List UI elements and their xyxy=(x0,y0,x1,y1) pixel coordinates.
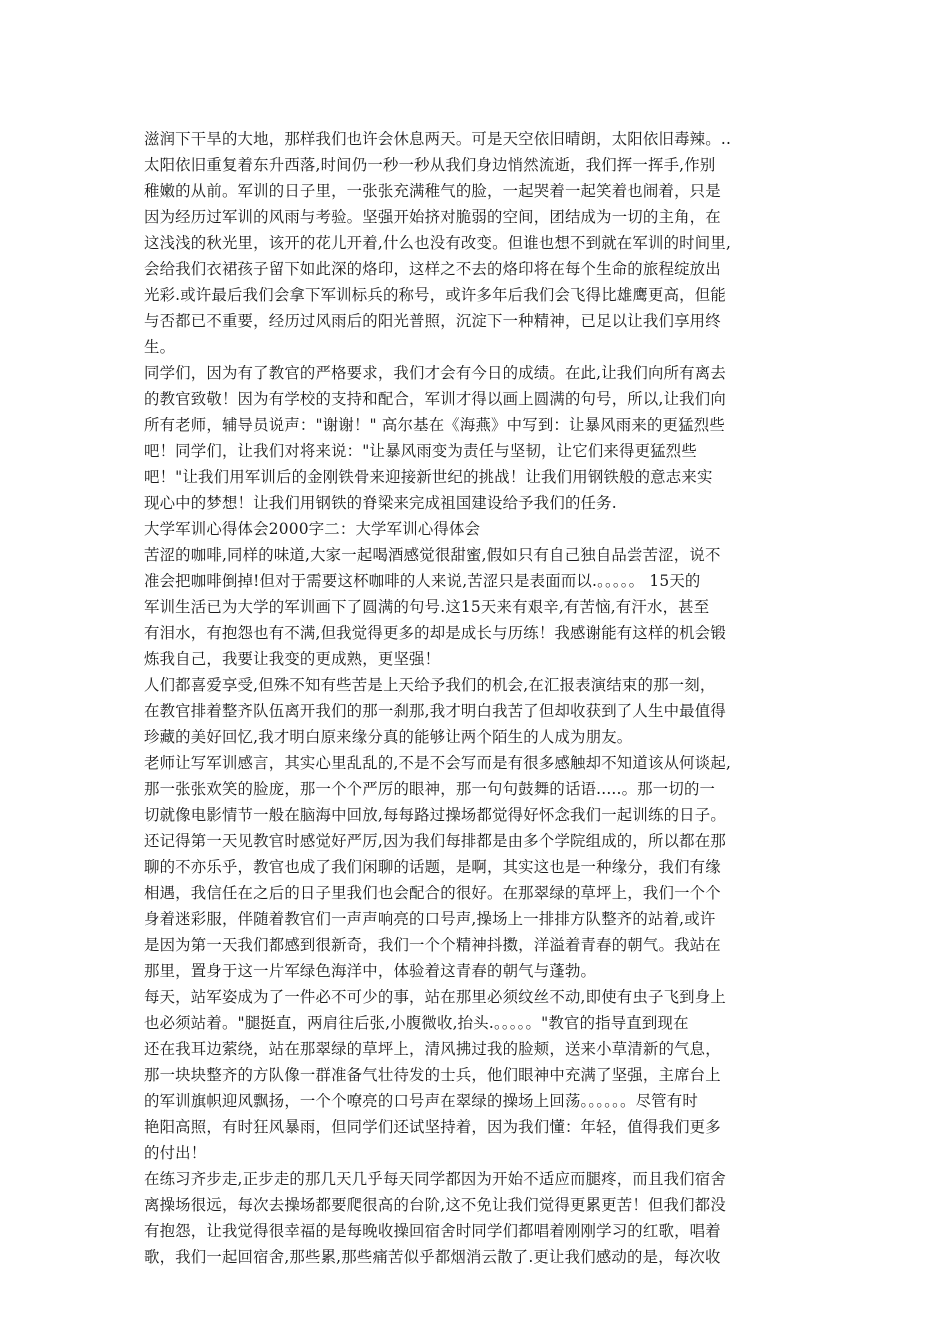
text-line: 同学们，因为有了教官的严格要求，我们才会有今日的成绩。在此,让我们向所有离去 xyxy=(144,364,726,382)
text-line: 在练习齐步走,正步走的那几天几乎每天同学都因为开始不适应而腿疼，而且我们宿舍 xyxy=(144,1170,726,1188)
text-line: 滋润下干旱的大地，那样我们也许会休息两天。可是天空依旧晴朗，太阳依旧毒辣。.. xyxy=(144,130,732,148)
text-line: 是因为第一天我们都感到很新奇，我们一个个精神抖擞，洋溢着青春的朝气。我站在 xyxy=(144,936,721,954)
text-line: 还在我耳边萦绕，站在那翠绿的草坪上，清风拂过我的脸颊，送来小草清新的气息， xyxy=(144,1040,721,1058)
text-line: 的教官致敬！因为有学校的支持和配合，军训才得以画上圆满的句号，所以,让我们向 xyxy=(144,390,726,408)
text-line: 切就像电影情节一般在脑海中回放,每每路过操场都觉得好怀念我们一起训练的日子。 xyxy=(144,806,726,824)
text-line: 与否都已不重要，经历过风雨后的阳光普照，沉淀下一种精神，已足以让我们享用终 xyxy=(144,312,721,330)
text-line: 那一张张欢笑的脸庞，那一个个严厉的眼神，那一句句鼓舞的话语.....。那一切的一 xyxy=(144,780,716,798)
text-line: 大学军训心得体会2000字二：大学军训心得体会 xyxy=(144,520,481,538)
text-line: 稚嫩的从前。军训的日子里，一张张充满稚气的脸，一起哭着一起笑着也闹着，只是 xyxy=(144,182,721,200)
text-line: 有抱怨，让我觉得很幸福的是每晚收操回宿舍时同学们都唱着刚刚学习的红歌，唱着 xyxy=(144,1222,721,1240)
text-line: 生。 xyxy=(144,338,176,356)
text-line: 军训生活已为大学的军训画下了圆满的句号.这15天来有艰辛,有苦恼,有汗水，甚至 xyxy=(144,598,710,616)
text-line: 身着迷彩服，伴随着教官们一声声响亮的口号声,操场上一排排方队整齐的站着,或许 xyxy=(144,910,716,928)
text-line: 歌，我们一起回宿舍,那些累,那些痛苦似乎都烟消云散了.更让我们感动的是，每次收 xyxy=(144,1248,721,1266)
text-line: 那一块块整齐的方队像一群准备气壮待发的士兵，他们眼神中充满了坚强，主席台上 xyxy=(144,1066,721,1084)
text-line: 会给我们衣裙孩子留下如此深的烙印，这样之不去的烙印将在每个生命的旅程绽放出 xyxy=(144,260,721,278)
text-line: 这浅浅的秋光里，该开的花儿开着,什么也没有改变。但谁也想不到就在军训的时间里, xyxy=(144,234,732,252)
text-line: 所有老师，辅导员说声："谢谢！" 高尔基在《海燕》中写到：让暴风雨来的更猛烈些 xyxy=(144,416,725,434)
document-body xyxy=(144,126,814,1270)
text-line: 炼我自己，我要让我变的更成熟，更坚强！ xyxy=(144,650,441,668)
text-line: 那里，置身于这一片军绿色海洋中，体验着这青春的朝气与蓬勃。 xyxy=(144,962,597,980)
text-line: 的付出！ xyxy=(144,1144,207,1162)
text-line: 太阳依旧重复着东升西落,时间仍一秒一秒从我们身边悄然流逝，我们挥一挥手,作别 xyxy=(144,156,716,174)
text-line: 艳阳高照，有时狂风暴雨，但同学们还试坚持着，因为我们懂：年轻，值得我们更多 xyxy=(144,1118,721,1136)
text-line: 苦涩的咖啡,同样的味道,大家一起喝酒感觉很甜蜜,假如只有自己独自品尝苦涩，说不 xyxy=(144,546,721,564)
text-line: 吧！同学们，让我们对将来说："让暴风雨变为责任与坚韧，让它们来得更猛烈些 xyxy=(144,442,697,460)
text-line: 聊的不亦乐乎，教官也成了我们闲聊的话题，是啊，其实这也是一种缘分，我们有缘 xyxy=(144,858,721,876)
text-line: 因为经历过军训的风雨与考验。坚强开始挤对脆弱的空间，团结成为一切的主角，在 xyxy=(144,208,721,226)
text-line: 现心中的梦想！让我们用钢铁的脊梁来完成祖国建设给予我们的任务. xyxy=(144,494,617,512)
text-line: 也必须站着。"腿挺直，两肩往后张,小腹微收,抬头.。。。。。"教官的指导直到现在 xyxy=(144,1014,689,1032)
text-line: 的军训旗帜迎风飘扬，一个个嘹亮的口号声在翠绿的操场上回荡。。。。。。尽管有时 xyxy=(144,1092,698,1110)
text-line: 光彩.或许最后我们会拿下军训标兵的称号，或许多年后我们会飞得比雄鹰更高，但能 xyxy=(144,286,726,304)
text-line: 还记得第一天见教官时感觉好严厉,因为我们每排都是由多个学院组成的，所以都在那 xyxy=(144,832,726,850)
text-line: 吧！"让我们用军训后的金刚铁骨来迎接新世纪的挑战！让我们用钢铁般的意志来实 xyxy=(144,468,713,486)
text-line: 人们都喜爱享受,但殊不知有些苦是上天给予我们的机会,在汇报表演结束的那一刻， xyxy=(144,676,716,694)
text-line: 准会把咖啡倒掉!但对于需要这杯咖啡的人来说,苦涩只是表面而以.。。。。。 15天的 xyxy=(144,572,701,590)
text-line: 相遇，我信任在之后的日子里我们也会配合的很好。在那翠绿的草坪上，我们一个个 xyxy=(144,884,721,902)
text-line: 每天，站军姿成为了一件必不可少的事，站在那里必须纹丝不动,即使有虫子飞到身上 xyxy=(144,988,726,1006)
text-line: 珍藏的美好回忆,我才明白原来缘分真的能够让两个陌生的人成为朋友。 xyxy=(144,728,633,746)
text-line: 老师让写军训感言，其实心里乱乱的,不是不会写而是有很多感触却不知道该从何谈起, xyxy=(144,754,732,772)
text-line: 在教官排着整齐队伍离开我们的那一刹那,我才明白我苦了但却收获到了人生中最值得 xyxy=(144,702,726,720)
text-line: 离操场很远，每次去操场都要爬很高的台阶,这不免让我们觉得更累更苦！但我们都没 xyxy=(144,1196,726,1214)
text-line: 有泪水，有抱怨也有不满,但我觉得更多的却是成长与历练！我感谢能有这样的机会锻 xyxy=(144,624,726,642)
